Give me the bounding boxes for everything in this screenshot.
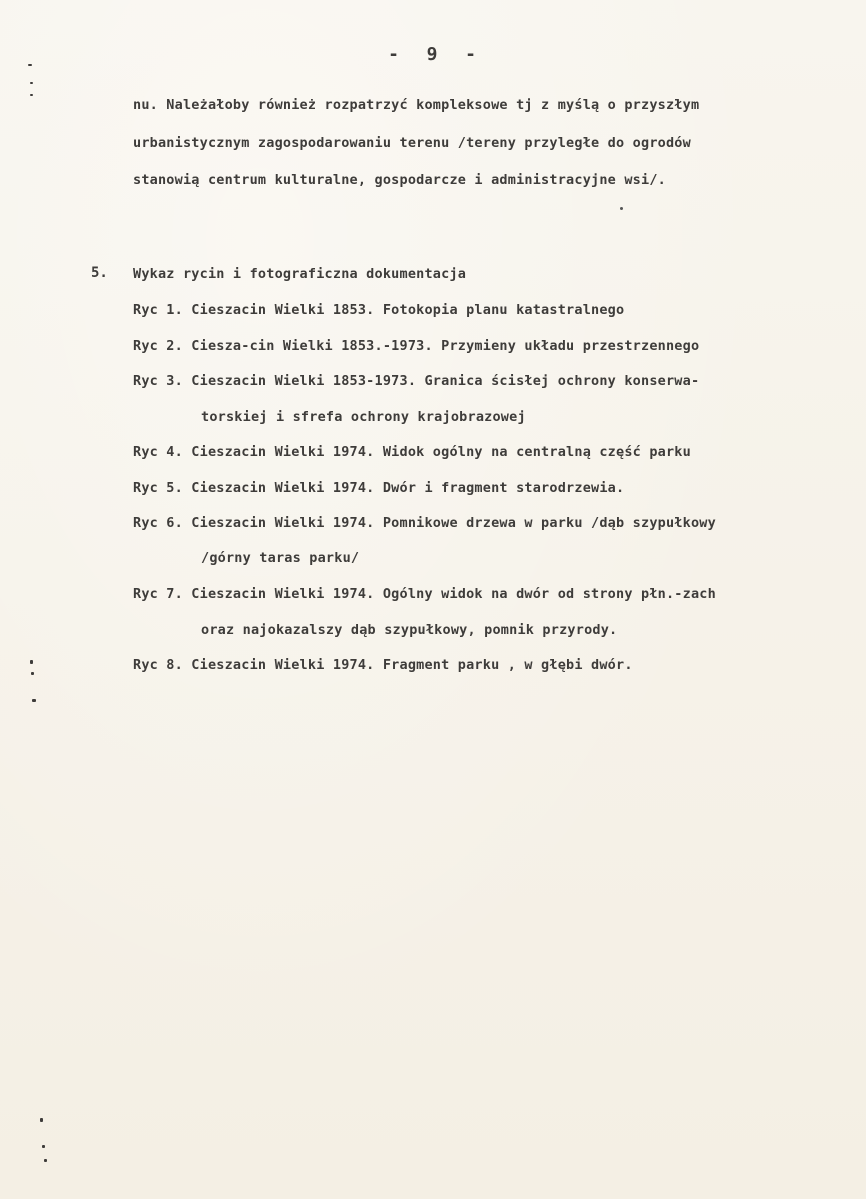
figure-item-3: Ryc 3. Cieszacin Wielki 1853-1973. Granica ścisłej ochrony konserwa-: [133, 373, 700, 389]
figure-item-2: Ryc 2. Ciesza-cin Wielki 1853.-1973. Przymieny układu przestrzennego: [133, 338, 700, 354]
margin-mark: [40, 1118, 43, 1122]
figure-item-7: Ryc 7. Cieszacin Wielki 1974. Ogólny widok na dwór od strony płn.-zach: [133, 586, 716, 602]
margin-mark: [44, 1159, 47, 1162]
figure-item-4: Ryc 4. Cieszacin Wielki 1974. Widok ogólny na centralną część parku: [133, 444, 691, 460]
figure-item-7-continuation: oraz najokazalszy dąb szypułkowy, pomnik przyrody.: [201, 622, 618, 638]
margin-mark: [42, 1145, 45, 1148]
figure-item-1: Ryc 1. Cieszacin Wielki 1853. Fotokopia planu katastralnego: [133, 302, 625, 318]
margin-mark: [28, 64, 32, 66]
paragraph-line-3: stanowią centrum kulturalne, gospodarcze i administracyjne wsi/.: [133, 172, 666, 188]
margin-mark: [30, 82, 33, 84]
page-number: - 9 -: [388, 44, 478, 65]
paragraph-line-1: nu. Należałoby również rozpatrzyć kompleksowe tj z myślą o przyszłym: [133, 97, 700, 113]
figure-item-6: Ryc 6. Cieszacin Wielki 1974. Pomnikowe drzewa w parku /dąb szypułkowy: [133, 515, 716, 531]
figure-item-8: Ryc 8. Cieszacin Wielki 1974. Fragment parku , w głębi dwór.: [133, 657, 633, 673]
margin-mark: [32, 699, 36, 702]
margin-mark: [30, 94, 33, 96]
section-number: 5.: [91, 265, 108, 281]
figure-item-6-continuation: /górny taras parku/: [201, 550, 360, 566]
scan-speck: [620, 207, 623, 210]
paragraph-line-2: urbanistycznym zagospodarowaniu terenu /tereny przyległe do ogrodów: [133, 135, 691, 151]
section-title: Wykaz rycin i fotograficzna dokumentacja: [133, 266, 467, 282]
figure-item-3-continuation: torskiej i sfrefa ochrony krajobrazowej: [201, 409, 526, 425]
margin-mark: [31, 672, 34, 675]
figure-item-5: Ryc 5. Cieszacin Wielki 1974. Dwór i fragment starodrzewia.: [133, 480, 625, 496]
margin-mark: [30, 660, 33, 664]
